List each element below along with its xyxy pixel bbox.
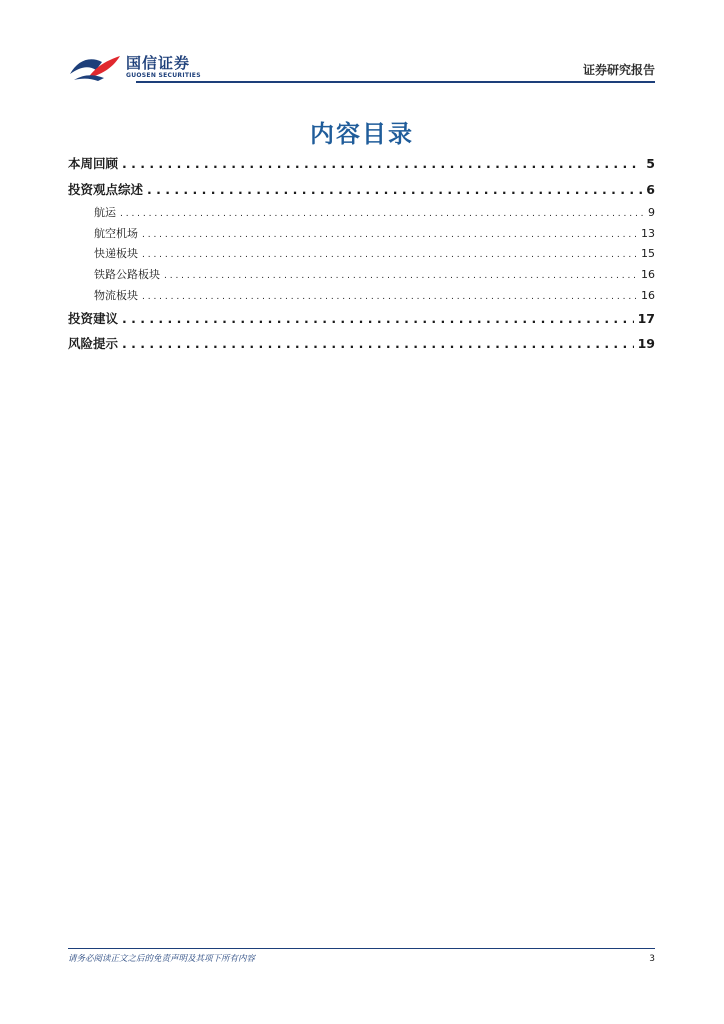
guosen-logo-mark [68,52,122,82]
toc-entry-page: 13 [641,227,655,240]
toc-entry-label: 投资建议 [68,311,119,326]
toc-entry-label: 物流板块 [94,289,138,302]
toc-leader-dots [142,230,637,240]
toc-entry-label: 本周回顾 [68,156,119,171]
toc-entry-page: 17 [637,311,655,326]
toc-entry-page: 9 [648,206,655,219]
guosen-logo [68,50,208,84]
footer-divider [68,948,655,949]
toc-entry-page: 19 [637,336,655,351]
toc-entry-label: 投资观点综述 [68,182,144,197]
page-number: 3 [649,954,655,964]
toc-entry-hangkong-jichang[interactable] [68,225,655,241]
toc-leader-dots [142,292,637,302]
logo-english-name: GUOSEN SECURITIES [126,72,201,79]
toc-leader-dots [122,156,642,171]
disclaimer-note: 请务必阅读正文之后的免责声明及其项下所有内容 [68,954,256,964]
toc-leader-dots [122,336,634,351]
page-header [68,50,655,84]
toc-leader-dots [147,182,642,197]
logo-chinese-name: 国信证券 [126,54,191,72]
toc-entry-benzhou-huigu[interactable] [68,154,655,172]
toc-entry-tielu-gonglu[interactable] [68,266,655,282]
toc-entry-touzi-jianyi[interactable] [68,309,655,327]
toc-entry-page: 5 [646,156,655,171]
toc-entry-fengxian-tishi[interactable] [68,334,655,352]
report-type-label: 证券研究报告 [582,63,655,77]
toc-entry-label: 风险提示 [68,336,119,351]
toc-entry-hangyun[interactable] [68,204,655,220]
toc-leader-dots [122,311,634,326]
toc-leader-dots [164,271,637,281]
toc-entry-label: 航运 [94,206,116,219]
toc-entry-page: 6 [646,182,655,197]
toc-leader-dots [142,250,637,260]
toc-entry-touzi-guandian[interactable] [68,180,655,198]
toc-leader-dots [120,209,644,219]
toc-entry-label: 航空机场 [94,227,138,240]
toc-title: 内容目录 [310,120,414,148]
toc-entry-page: 16 [641,289,655,302]
toc-entry-page: 15 [641,247,655,260]
toc-entry-page: 16 [641,268,655,281]
toc-entry-label: 铁路公路板块 [94,268,160,281]
toc-entry-kuaidi[interactable] [68,245,655,261]
toc-entry-label: 快递板块 [94,247,138,260]
header-divider [136,81,655,83]
toc-entry-wuliu[interactable] [68,287,655,303]
